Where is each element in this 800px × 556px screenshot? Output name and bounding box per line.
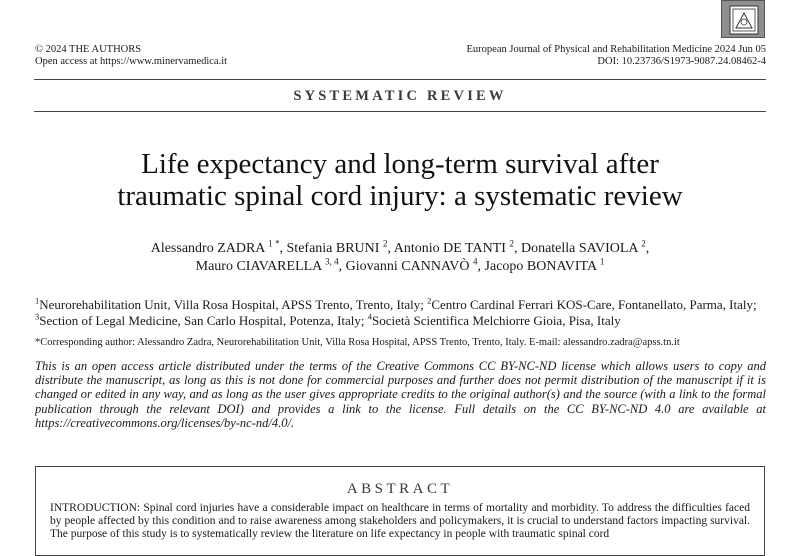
- copyright: © 2024 THE AUTHORS: [35, 44, 142, 55]
- author-line-1: [60, 240, 740, 258]
- divider-bottom: [34, 111, 766, 112]
- license-notice: This is an open access article distributed under the terms of the Creative Commons CC BY-NC-ND license which allows users to copy and distribute the manuscript, as long as this is not done for commercial purposes and further does not permit distribution of the manuscript if it is changed or edited in any way, and as long as the user gives appropriate credits to the original author(s) and the source (with a link to the formal publication through the relevant DOI) and provides a link to the license. Full details on the CC BY-NC-ND 4.0 are available at https://creativecommons.org/licenses/by-nc-nd/4.0/.: [35, 359, 766, 430]
- title-line-1: Life expectancy and long-term survival after: [141, 148, 659, 180]
- affil-text: Section of Legal Medicine, San Carlo Hospital, Potenza, Italy;: [39, 313, 368, 328]
- author-list: [60, 240, 740, 276]
- author-name: Donatella SAVIOLA: [520, 241, 638, 256]
- author-name: Mauro CIAVARELLA: [195, 259, 322, 274]
- affil-sup: 3: [35, 311, 40, 322]
- author-sep: ,: [387, 241, 394, 256]
- section-label: SYSTEMATIC REVIEW: [293, 88, 507, 104]
- author-name: Stefania BRUNI: [286, 241, 380, 256]
- author-affil-sup: 4: [472, 256, 478, 267]
- author-affil-sup: 2: [641, 238, 646, 249]
- affil-sup: 4: [367, 311, 372, 322]
- header-left: [35, 44, 227, 68]
- author-affil-sup: 3, 4: [325, 256, 339, 267]
- author-sep: ,: [477, 259, 485, 274]
- author-line-2: [60, 258, 740, 276]
- author-affil-sup: 1: [599, 256, 605, 267]
- affiliations: [35, 297, 765, 329]
- header-right: [467, 44, 766, 68]
- corresponding-author: *Corresponding author: Alessandro Zadra, Neurorehabilitation Unit, Villa Rosa Hospital, APSS Trento, Trento, Italy. E-mail: alessandro.zadra@apss.tn.it: [35, 337, 680, 348]
- author-sep: ,: [279, 241, 287, 256]
- article-title: [34, 148, 766, 212]
- affil-sup: 1: [35, 295, 40, 306]
- journal-citation: European Journal of Physical and Rehabilitation Medicine 2024 Jun 05: [466, 44, 766, 55]
- open-access-link[interactable]: Open access at https://www.minervamedica.it: [35, 56, 228, 67]
- journal-logo: [721, 0, 765, 38]
- author-name: Jacopo BONAVITA: [484, 259, 597, 274]
- author-name: Alessandro ZADRA: [150, 241, 265, 256]
- abstract-text: INTRODUCTION: Spinal cord injuries have a considerable impact on healthcare in terms of mortality and morbidity. To address the difficulties faced by people affected by this condition and to raise awareness among stakeholders and policymakers, it is crucial to understand factors impacting survival. The purpose of this study is to systematically review the literature on life expectancy in people with traumatic spinal cord: [50, 502, 750, 540]
- author-affil-sup: 2: [382, 238, 388, 249]
- affil-text: Centro Cardinal Ferrari KOS-Care, Fontanellato, Parma, Italy;: [431, 297, 757, 312]
- doi[interactable]: DOI: 10.23736/S1973-9087.24.08462-4: [597, 56, 766, 67]
- author-sep: ,: [338, 259, 346, 274]
- affil-sup: 2: [427, 295, 432, 306]
- title-line-2: traumatic spinal cord injury: a systematic review: [117, 180, 683, 212]
- author-affil-sup: 2: [509, 238, 514, 249]
- author-name: Giovanni CANNAVÒ: [345, 259, 470, 274]
- author-name: Antonio DE TANTI: [393, 241, 506, 256]
- author-sep: ,: [645, 241, 650, 256]
- author-sep: ,: [513, 241, 521, 256]
- affil-text: Società Scientifica Melchiorre Gioia, Pisa, Italy: [371, 313, 621, 328]
- abstract-heading: ABSTRACT: [346, 481, 454, 497]
- affil-text: Neurorehabilitation Unit, Villa Rosa Hospital, APSS Trento, Trento, Italy;: [39, 297, 428, 312]
- journal-logo-icon: [722, 1, 766, 39]
- divider-top: [34, 79, 766, 80]
- author-affil-sup: 1 *: [268, 238, 280, 249]
